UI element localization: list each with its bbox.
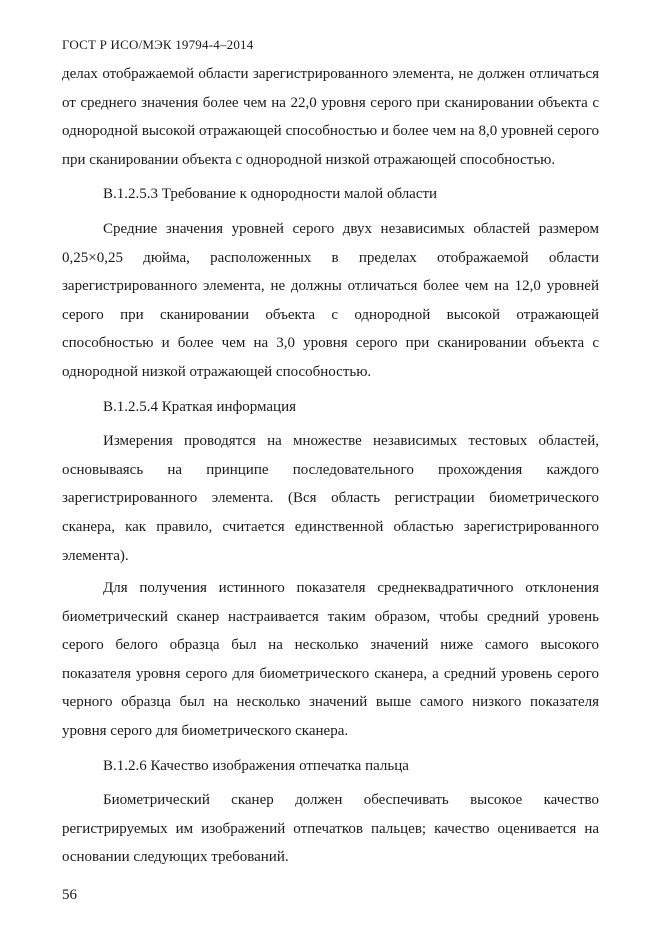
section-heading-b-1-2-6: В.1.2.6 Качество изображения отпечатка пальца — [103, 757, 409, 774]
section-heading-b-1-2-5-4: В.1.2.5.4 Краткая информация — [103, 398, 297, 415]
paragraph-small-area-uniformity: Средние значения уровней серого двух независимых областей размером 0,25×0,25 дюйма, расположенных в пределах отображаемой области зарегистрированного элемента, не должны отличаться более чем на 12,0 уровней серого при сканировании объекта с однородной высокой отражающей способностью и более чем на 3,0 уровня серого при сканировании объекта с однородной низкой отражающей способностью. — [62, 220, 599, 380]
section-heading-b-1-2-5-3: В.1.2.5.3 Требование к однородности малой области — [103, 186, 438, 203]
paragraph-measurements: Измерения проводятся на множестве независимых тестовых областей, основываясь на принципе последовательного прохождения каждого зарегистрированного элемента. (Вся область регистрации биометрического сканера, как правило, считается единственной областью зарегистрированного элемента). — [62, 433, 599, 564]
paragraph-continuation: делах отображаемой области зарегистрированного элемента, не должен отличаться от среднего значения более чем на 22,0 уровня серого при сканировании объекта с однородной высокой отражающей способностью и более чем на 8,0 уровней серого при сканировании объекта с однородной низкой отражающей способностью. — [62, 66, 599, 168]
paragraph-image-quality: Биометрический сканер должен обеспечивать высокое качество регистрируемых им изображений отпечатков пальцев; качество оценивается на основании следующих требований. — [62, 792, 599, 866]
paragraph-calibration: Для получения истинного показателя среднеквадратичного отклонения биометрический сканер настраивается таким образом, чтобы средний уровень серого белого образца был на несколько значений ниже самого высокого показателя уровня серого для биометрического сканера, а средний уровень серого черного образца был на несколько значений выше самого низкого показателя уровня серого для биометрического сканера. — [62, 580, 599, 740]
page-number: 56 — [62, 887, 77, 903]
document-body — [62, 60, 599, 872]
document-header: ГОСТ Р ИСО/МЭК 19794-4–2014 — [62, 37, 254, 52]
